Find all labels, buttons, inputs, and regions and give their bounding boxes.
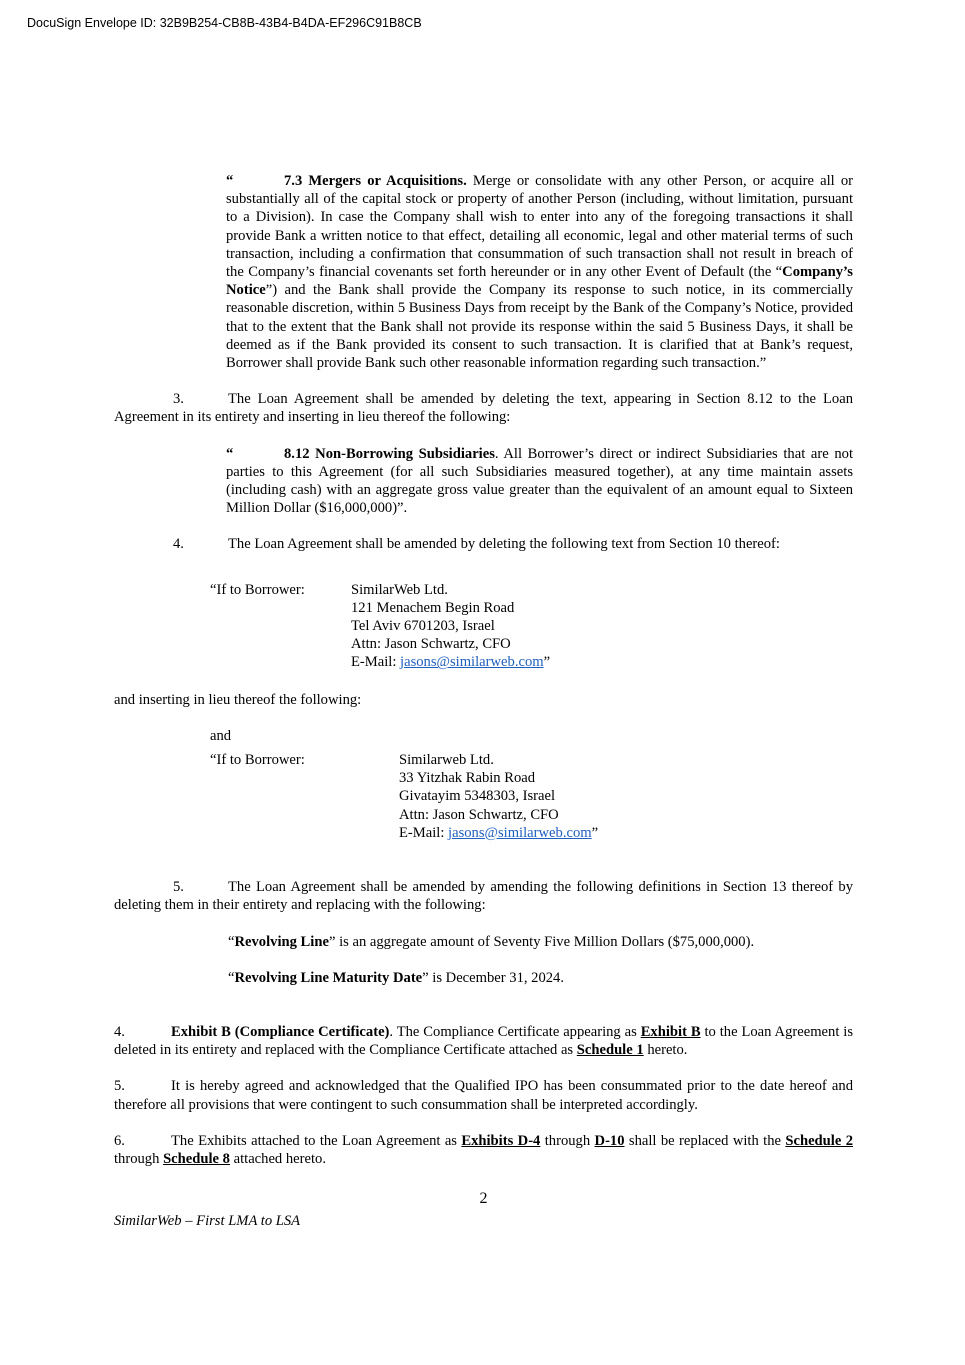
section-6-text-2: through — [540, 1132, 595, 1149]
section-4 — [114, 1023, 853, 1059]
document-footer: SimilarWeb – First LMA to LSA — [114, 1213, 301, 1229]
maturity-date-text: ” is December 31, 2024. — [422, 969, 564, 986]
section-4-number: 4. — [114, 1023, 125, 1040]
section-6 — [114, 1132, 853, 1168]
schedule-2-ref: Schedule 2 — [785, 1132, 853, 1149]
email-link[interactable]: jasons@similarweb.com — [400, 654, 544, 671]
address-line-3: Tel Aviv 6701203, Israel — [351, 618, 495, 635]
old-borrower-address — [210, 581, 853, 672]
section-7-3-text-1: Merge or consolidate with any other Person, or acquire all or substantially all of the capital stock or property of another Person (including, without limitation, pursuant to a Division). In case the Company shall wish to enter into any of the foregoing transactions it shall provide Bank a written notice to that effect, detailing all economic, legal and other material terms of such transaction, including a confirmation that consummation of such transaction shall not result in breach of the Company’s financial covenants set forth hereunder or in any other Event of Default (the “ — [226, 173, 854, 281]
section-8-12-text: . All Borrower’s direct or indirect Subsidiaries that are not parties to this Agreement (for all such Subsidiaries measured together), at any time maintain assets (including cash) with an aggregate gross value greater than the equivalent of an amount equal to Sixteen Million Dollar ($16,000,000)”. — [226, 445, 853, 517]
address-line-4: Attn: Jason Schwartz, CFO — [399, 806, 559, 823]
address-label: “If to Borrower: — [210, 752, 305, 769]
definition-revolving-line — [228, 933, 853, 951]
section-5 — [114, 1077, 853, 1113]
revolving-line-text: ” is an aggregate amount of Seventy Five Million Dollars ($75,000,000). — [328, 933, 755, 950]
address-line-2: 121 Menachem Begin Road — [351, 599, 515, 616]
section-4-text-1: . The Compliance Certificate appearing as — [389, 1023, 641, 1040]
document-page — [114, 172, 854, 1207]
section-4-heading: Exhibit B (Compliance Certificate) — [171, 1023, 390, 1040]
section-6-text-3: shall be replaced with the — [624, 1132, 786, 1149]
maturity-date-term: Revolving Line Maturity Date — [234, 969, 423, 986]
email-prefix: E-Mail: — [399, 824, 449, 841]
close-quote: ” — [591, 824, 599, 841]
docusign-envelope-id: DocuSign Envelope ID: 32B9B254-CB8B-43B4-B4DA-EF296C91B8CB — [27, 16, 422, 30]
open-quote: “ — [226, 445, 234, 462]
schedule-8-ref: Schedule 8 — [163, 1150, 230, 1167]
section-4-text-2: to the Loan Agreement is deleted in its entirety and replaced with the Compliance Certificate attached as — [114, 1023, 854, 1059]
companys-notice-term: Company’s Notice — [226, 264, 853, 299]
paragraph-3-number: 3. — [173, 391, 184, 408]
address-line-1: SimilarWeb Ltd. — [351, 581, 448, 598]
new-borrower-address — [210, 751, 853, 842]
definition-maturity-date — [228, 969, 853, 987]
section-8-12-heading: 8.12 Non-Borrowing Subsidiaries — [284, 445, 495, 462]
paragraph-3 — [114, 390, 853, 426]
address-line-3: Givatayim 5348303, Israel — [399, 788, 556, 805]
and-text: and — [210, 727, 232, 744]
paragraph-5-number: 5. — [173, 879, 184, 896]
close-quote: ” — [543, 654, 551, 671]
address-line-4: Attn: Jason Schwartz, CFO — [351, 636, 511, 653]
paragraph-4-text: The Loan Agreement shall be amended by deleting the following text from Section 10 thereof: — [228, 536, 780, 553]
open-quote: “ — [226, 173, 234, 189]
section-8-12-quote — [226, 445, 853, 518]
section-7-3-text-2: ”) and the Bank shall provide the Company its response to such notice, in its commercially reasonable discretion, within 5 Business Days from receipt by the Bank of the Company’s Notice, provided that to the extent that the Bank shall not provide its response within the said 5 Business Days, it shall be deemed as if the Bank provided its consent to such transaction. It is clarified that at Bank’s request, Borrower shall provide Bank such other reasonable information regarding such transaction.” — [226, 282, 853, 372]
revolving-line-term: Revolving Line — [234, 933, 329, 950]
address-line-2: 33 Yitzhak Rabin Road — [399, 770, 536, 787]
exhibit-b-ref: Exhibit B — [640, 1023, 701, 1040]
address-label: “If to Borrower: — [210, 581, 305, 598]
section-6-text-5: attached hereto. — [229, 1150, 326, 1167]
section-7-3-heading: 7.3 Mergers or Acquisitions. — [284, 173, 467, 189]
paragraph-4-number: 4. — [173, 536, 184, 553]
address-email-line — [399, 824, 853, 842]
d10-ref: D-10 — [594, 1132, 625, 1149]
exhibits-d4-ref: Exhibits D-4 — [461, 1132, 541, 1149]
section-6-text-1: The Exhibits attached to the Loan Agreement as — [171, 1132, 462, 1149]
paragraph-5 — [114, 878, 853, 914]
section-4-text-3: hereto. — [643, 1042, 688, 1059]
section-6-text-4: through — [114, 1150, 164, 1167]
open-quote: “ — [228, 969, 235, 986]
address-line-1: Similarweb Ltd. — [399, 752, 494, 769]
schedule-1-ref: Schedule 1 — [576, 1042, 644, 1059]
paragraph-5-text: The Loan Agreement shall be amended by amending the following definitions in Section 13 thereof by deleting them in their entirety and replacing with the following: — [114, 879, 853, 914]
section-5-number: 5. — [114, 1078, 125, 1095]
page-number: 2 — [479, 1190, 488, 1207]
inserting-text: and inserting in lieu thereof the following: — [114, 691, 362, 708]
open-quote: “ — [228, 933, 235, 950]
section-7-3-quote — [226, 172, 853, 372]
paragraph-3-text: The Loan Agreement shall be amended by deleting the text, appearing in Section 8.12 to the Loan Agreement in its entirety and inserting in lieu thereof the following: — [114, 391, 853, 426]
email-link[interactable]: jasons@similarweb.com — [448, 824, 592, 841]
email-prefix: E-Mail: — [351, 654, 401, 671]
address-email-line — [351, 653, 853, 671]
paragraph-4 — [114, 535, 853, 553]
section-5-text: It is hereby agreed and acknowledged that the Qualified IPO has been consummated prior to the date hereof and therefore all provisions that were contingent to such consummation shall be interpreted accordingly. — [114, 1078, 853, 1113]
section-6-number: 6. — [114, 1132, 125, 1149]
